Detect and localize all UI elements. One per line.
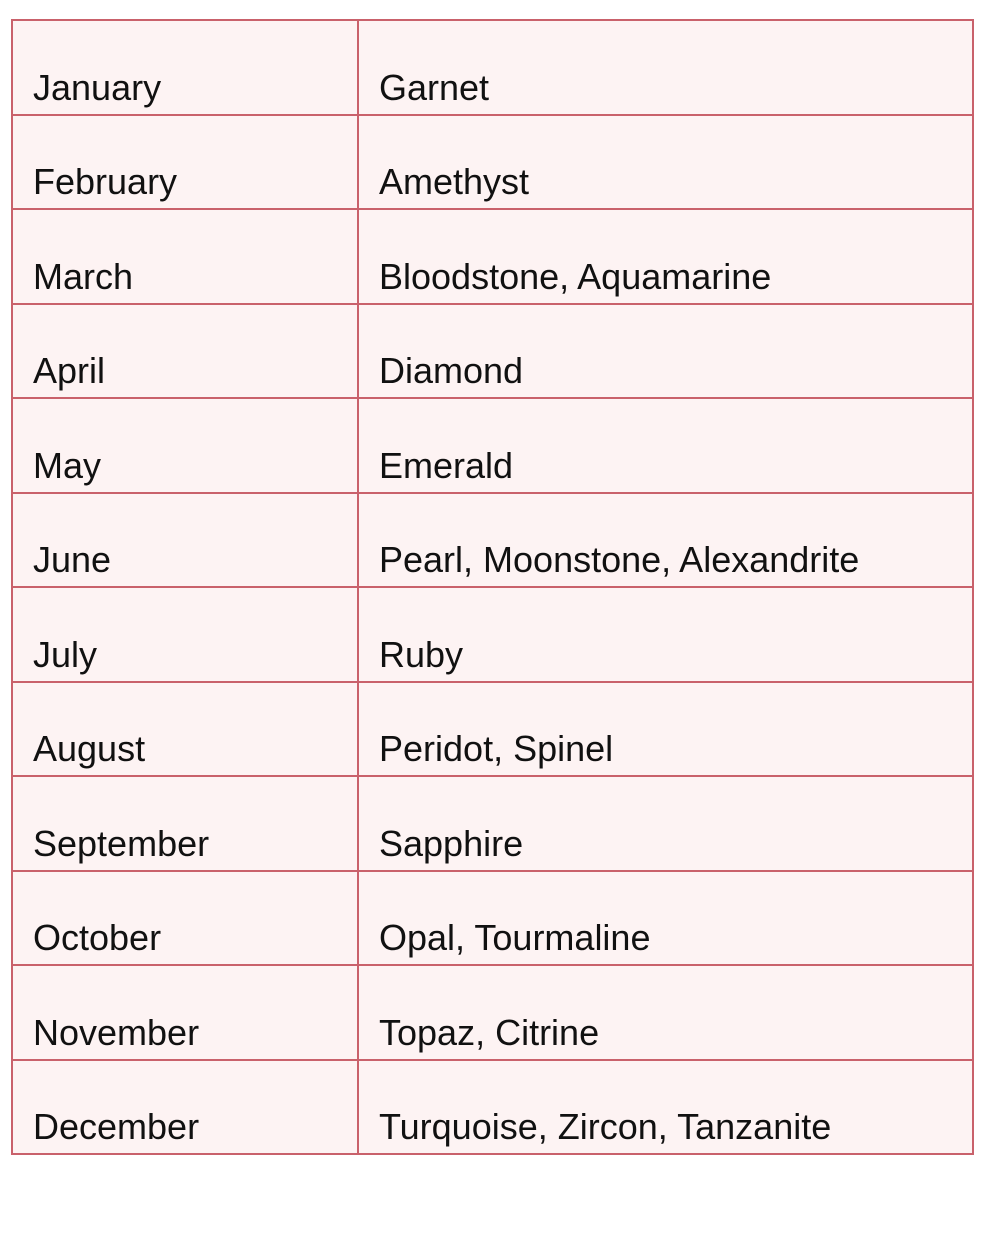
month-cell: May [12, 398, 358, 493]
birthstone-cell: Garnet [358, 20, 973, 115]
table-row [12, 398, 973, 493]
birthstone-cell: Bloodstone, Aquamarine [358, 209, 973, 304]
month-cell: January [12, 20, 358, 115]
month-cell: December [12, 1060, 358, 1155]
table-row [12, 304, 973, 399]
month-cell: February [12, 115, 358, 210]
table-row [12, 115, 973, 210]
month-cell: June [12, 493, 358, 588]
birthstone-table-body [12, 20, 973, 1154]
birthstone-cell: Turquoise, Zircon, Tanzanite [358, 1060, 973, 1155]
month-cell: November [12, 965, 358, 1060]
table-row [12, 1060, 973, 1155]
birthstone-cell: Emerald [358, 398, 973, 493]
month-cell: April [12, 304, 358, 399]
table-row [12, 965, 973, 1060]
birthstone-cell: Sapphire [358, 776, 973, 871]
birthstone-cell: Diamond [358, 304, 973, 399]
birthstone-cell: Amethyst [358, 115, 973, 210]
birthstone-table [11, 19, 974, 1155]
month-cell: July [12, 587, 358, 682]
table-row [12, 776, 973, 871]
table-row [12, 209, 973, 304]
table-row [12, 682, 973, 777]
month-cell: October [12, 871, 358, 966]
birthstone-table-container [11, 19, 972, 1155]
birthstone-cell: Opal, Tourmaline [358, 871, 973, 966]
birthstone-cell: Ruby [358, 587, 973, 682]
table-row [12, 871, 973, 966]
table-row [12, 20, 973, 115]
table-row [12, 587, 973, 682]
table-row [12, 493, 973, 588]
month-cell: September [12, 776, 358, 871]
birthstone-cell: Topaz, Citrine [358, 965, 973, 1060]
birthstone-cell: Pearl, Moonstone, Alexandrite [358, 493, 973, 588]
month-cell: March [12, 209, 358, 304]
birthstone-cell: Peridot, Spinel [358, 682, 973, 777]
month-cell: August [12, 682, 358, 777]
